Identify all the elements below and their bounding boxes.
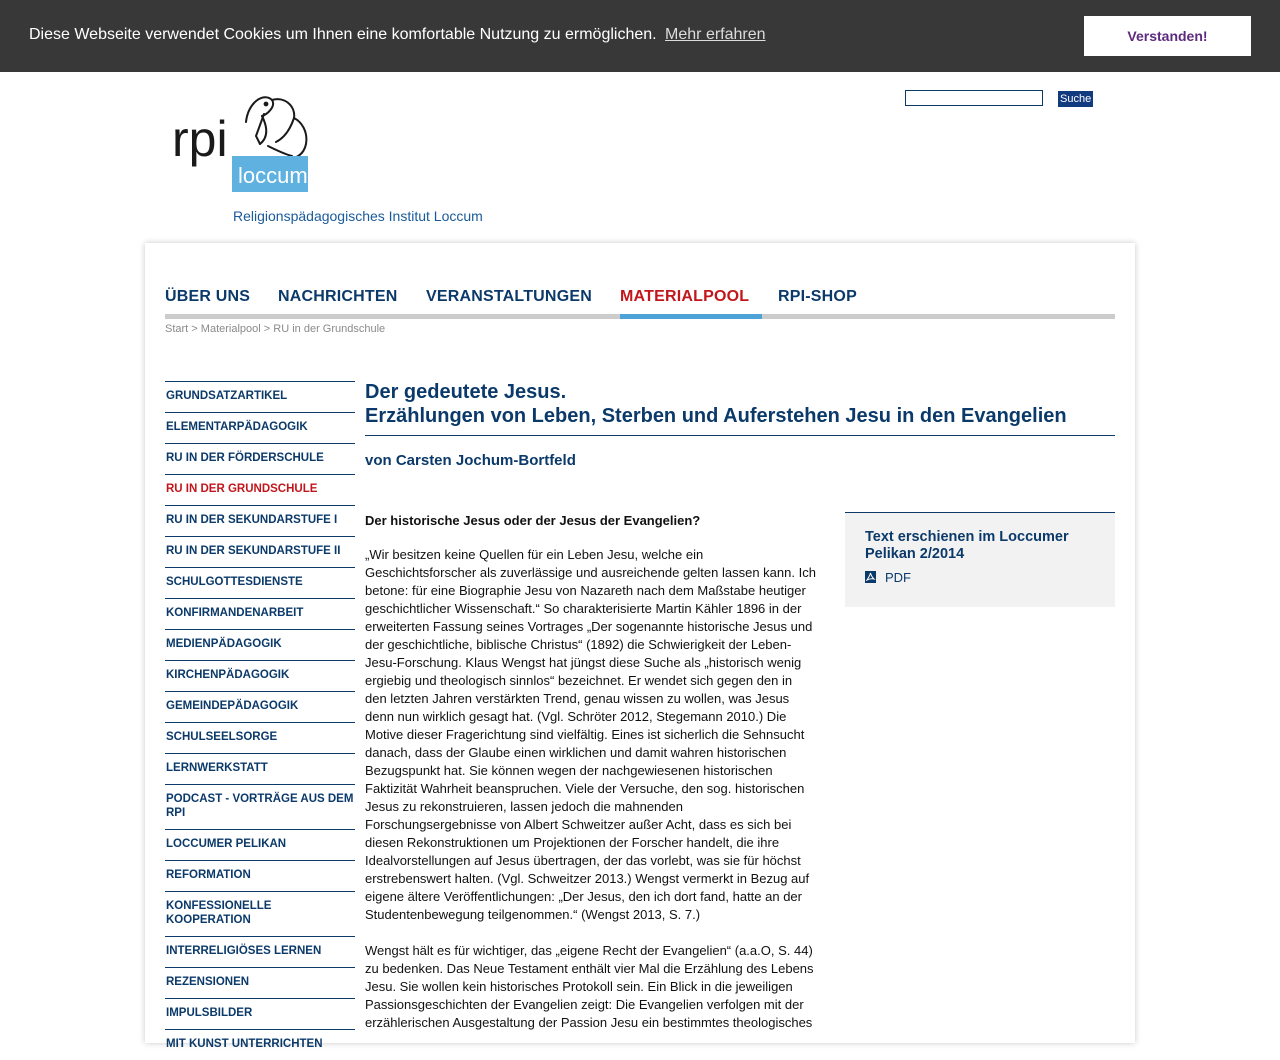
sidebar-item-kirchenpaedagogik[interactable]: KIRCHENPÄDAGOGIK (165, 660, 355, 691)
article-title-block (365, 380, 1115, 436)
breadcrumb-separator: > (191, 323, 198, 335)
sidebar-item-mit-kunst-unterrichten[interactable]: MIT KUNST UNTERRICHTEN (165, 1029, 355, 1060)
search-input[interactable] (905, 90, 1043, 106)
sidebar-item-loccumer-pelikan[interactable]: LOCCUMER PELIKAN (165, 829, 355, 860)
article-section-heading: Der historische Jesus oder der Jesus der Evangelien? (365, 513, 701, 528)
pdf-icon (865, 571, 876, 583)
content-box (145, 243, 1135, 1050)
sidebar-item-podcast[interactable]: PODCAST - VORTRÄGE AUS DEM RPI (165, 784, 355, 829)
sidebar-item-konfirmandenarbeit[interactable]: KONFIRMANDENARBEIT (165, 598, 355, 629)
breadcrumb (165, 323, 385, 335)
article-title (365, 380, 1115, 428)
article-paragraph: Wengst hält es für wichtiger, das „eigene Recht der Evangelien“ (a.a.O, S. 44) zu bedenken. Das Neue Testament enthält vier Mal die Erzählung des Lebens Jesu. Sie wollen kein historisches Protokoll sein. Ein Blick in die jeweiligen Passionsgeschichten der Evangelien zeigt: Die Evangelien verfolgen mit der erzählerischen Ausgestaltung der Passion Jesu ein bestimmtes theologisches (365, 943, 814, 1030)
cookie-message-text: Diese Webseite verwendet Cookies um Ihnen eine komfortable Nutzung zu ermöglichen. (29, 26, 657, 43)
logo[interactable] (168, 84, 508, 229)
sidebar-item-interreligioeses-lernen[interactable]: INTERRELIGIÖSES LERNEN (165, 936, 355, 967)
main-nav (165, 286, 1115, 319)
sidebar-item-medienpaedagogik[interactable]: MEDIENPÄDAGOGIK (165, 629, 355, 660)
sidebar-item-gemeindepaedagogik[interactable]: GEMEINDEPÄDAGOGIK (165, 691, 355, 722)
nav-item-rpi-shop[interactable]: RPI-SHOP (778, 288, 857, 305)
sidebar-item-konfessionelle-kooperation[interactable]: KONFESSIONELLE KOOPERATION (165, 891, 355, 936)
sidebar-item-foerderschule[interactable]: RU IN DER FÖRDERSCHULE (165, 443, 355, 474)
sidebar-item-schulseelsorge[interactable]: SCHULSEELSORGE (165, 722, 355, 753)
logo-image (168, 84, 508, 229)
sidebar-item-impulsbilder[interactable]: IMPULSBILDER (165, 998, 355, 1029)
sidebar-item-sekundarstufe-2[interactable]: RU IN DER SEKUNDARSTUFE II (165, 536, 355, 567)
sidebar-item-grundschule[interactable]: RU IN DER GRUNDSCHULE (165, 474, 355, 505)
breadcrumb-current[interactable]: RU in der Grundschule (273, 323, 386, 335)
cookie-more-link[interactable]: Mehr erfahren (665, 26, 766, 43)
logo-subtitle: Religionspädagogisches Institut Loccum (233, 208, 483, 224)
sidebar-item-rezensionen[interactable]: REZENSIONEN (165, 967, 355, 998)
cookie-banner (0, 0, 1280, 72)
pelican-icon (246, 97, 306, 158)
article-author: von Carsten Jochum-Bortfeld (365, 452, 576, 469)
publication-info-box (845, 512, 1115, 607)
publication-info-title: Text erschienen im Loccumer Pelikan 2/2014 (865, 529, 1069, 562)
article-body (365, 512, 817, 1050)
sidebar-item-sekundarstufe-1[interactable]: RU IN DER SEKUNDARSTUFE I (165, 505, 355, 536)
logo-loccum-text: loccum (238, 163, 308, 188)
article-title-line2: Erzählungen von Leben, Sterben und Auferstehen Jesu in den Evangelien (365, 405, 1067, 427)
sidebar-nav (165, 381, 355, 1060)
breadcrumb-separator: > (263, 323, 271, 335)
nav-item-ueber-uns[interactable]: ÜBER UNS (165, 288, 251, 305)
breadcrumb-materialpool[interactable]: Materialpool (200, 323, 261, 335)
cookie-accept-button[interactable]: Verstanden! (1084, 16, 1251, 56)
article-paragraph: „Wir besitzen keine Quellen für ein Leben Jesu, welche ein Geschichtsforscher als zuverlässige und ausreichende gelten lassen kann. Ich betone: für eine Biographie Jesu von Nazareth nach dem Maßstabe heutiger geschichtlicher Wissenschaft.“ So charakterisierte Martin Kähler 1896 in der erweiterten Fassung seines Vortrages „Der sogenannte historische Jesus und der geschichtliche, biblische Christus“ (1892) die Schwierigkeit der Leben-Jesu-Forschung. Klaus Wengst hat jüngst diese Suche als „historisch wenig ergiebig und theologisch sinnlos“ bezeichnet. Er wendet sich gegen den in den letzten Jahren verstärkten Trend, genau wissen zu wollen, was Jesus denn nun wirklich gesagt hat. (Vgl. Schröter 2012, Stegemann 2010.) Die Motive dieser Fragerichtung sind vielfältig. Eines ist sicherlich die Sehnsucht danach, dass der Glaube einen wirklichen und damit wahren historischen Bezugspunkt hat. Sie können wegen der nachgewiesenen historischen Faktizität Wahrheit beanspruchen. Viele der Versuche, den sog. historischen Jesus zu rekonstruieren, lassen jedoch die mahnenden Forschungsergebnisse von Albert Schweitzer außer Acht, dass es sich bei diesen Rekonstruktionen um Projektionen der Forscher handelt, die ihre Idealvorstellungen auf Jesus übertragen, der das vorlebt, was sie für höchst erstrebenswert halten. (Vgl. Schweitzer 2013.) Wengst vermerkt in Bezug auf eigene ältere Veröffentlichungen: „Der Jesus, den ich dort fand, hatte an der Studentenbewegung teilgenommen.“ (Wengst 2013, S. 7.) (365, 547, 816, 922)
nav-item-nachrichten[interactable]: NACHRICHTEN (278, 288, 398, 305)
search-button[interactable]: Suche (1060, 93, 1092, 105)
nav-active-indicator (620, 314, 762, 319)
logo-rpi-text: rpi (172, 111, 228, 167)
nav-item-materialpool[interactable]: MATERIALPOOL (620, 288, 750, 305)
cookie-message (29, 25, 766, 45)
article-title-line1: Der gedeutete Jesus. (365, 381, 567, 403)
sidebar-item-reformation[interactable]: REFORMATION (165, 860, 355, 891)
sidebar-item-schulgottesdienste[interactable]: SCHULGOTTESDIENSTE (165, 567, 355, 598)
breadcrumb-start[interactable]: Start (165, 323, 189, 335)
sidebar-item-elementarpaedagogik[interactable]: ELEMENTARPÄDAGOGIK (165, 412, 355, 443)
sidebar-item-grundsatzartikel[interactable]: GRUNDSATZARTIKEL (165, 381, 355, 412)
sidebar-item-lernwerkstatt[interactable]: LERNWERKSTATT (165, 753, 355, 784)
nav-item-veranstaltungen[interactable]: VERANSTALTUNGEN (426, 288, 592, 305)
pdf-download-link[interactable]: PDF (885, 570, 911, 585)
